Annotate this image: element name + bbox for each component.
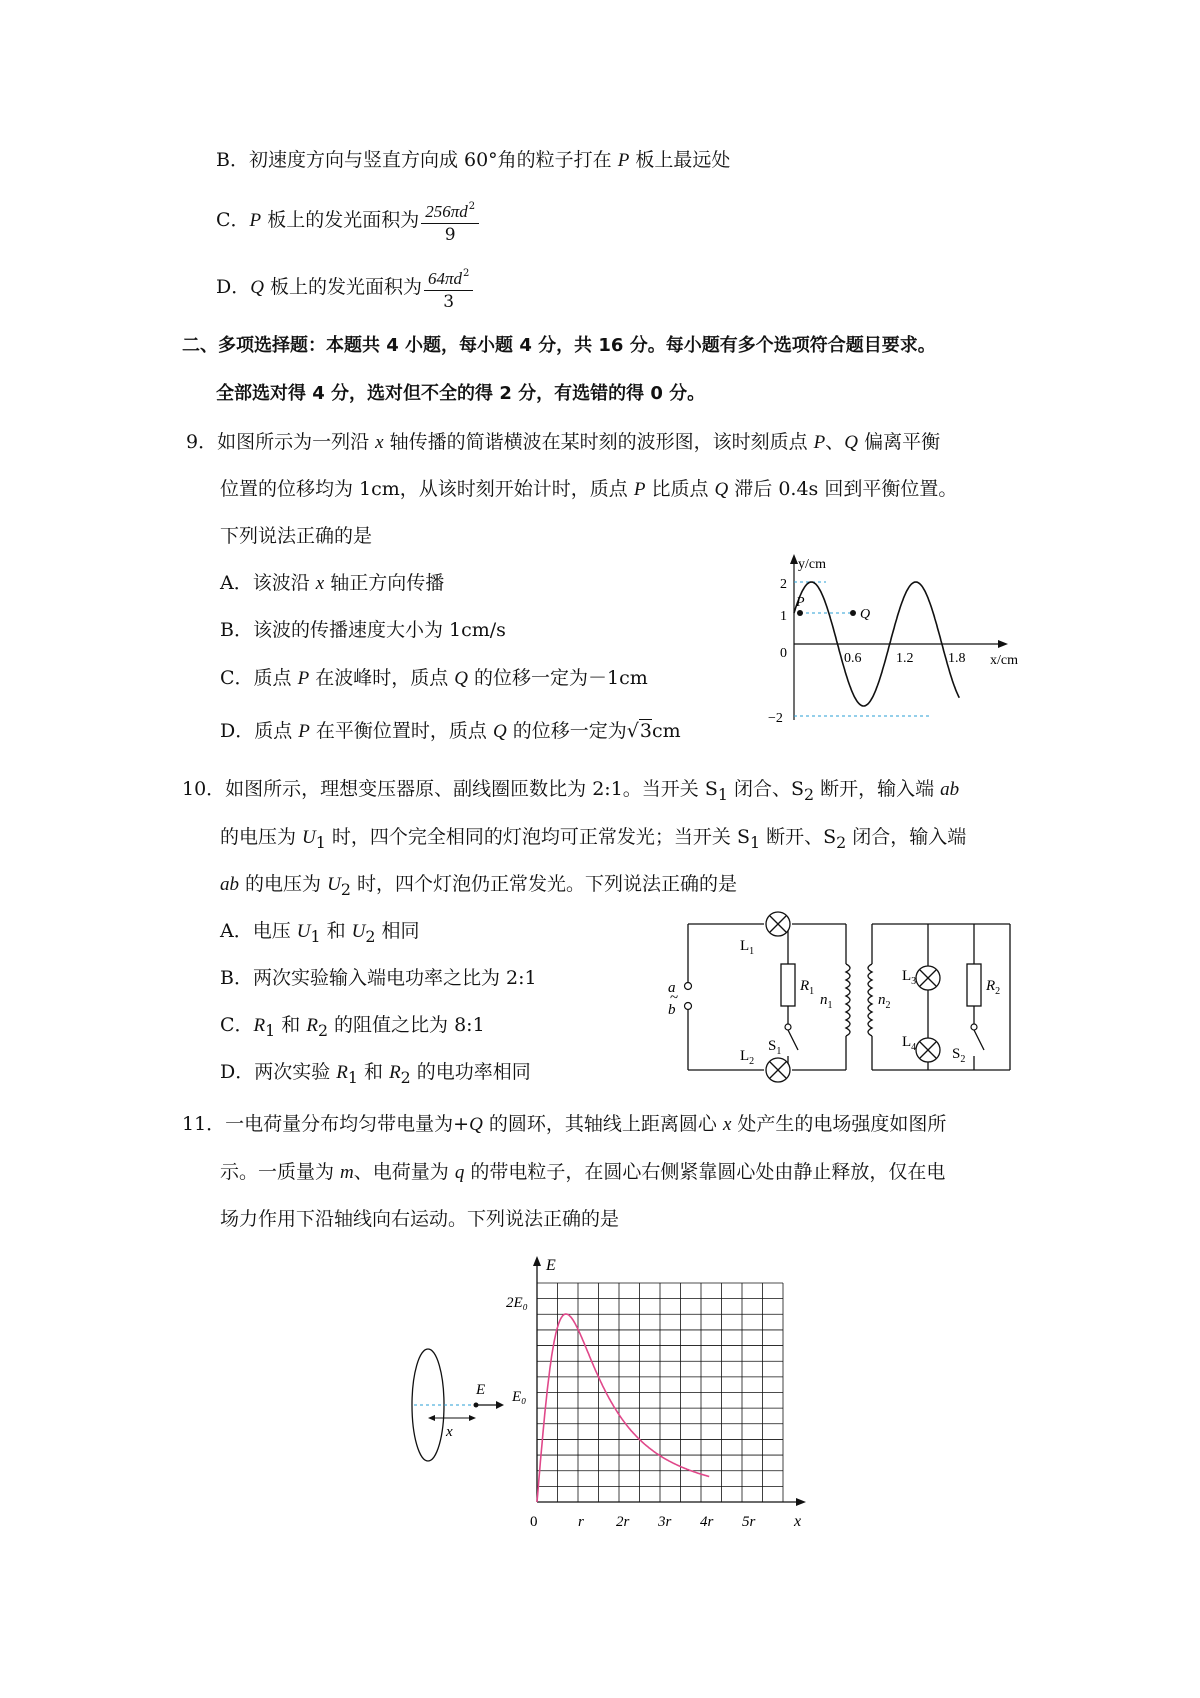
wave-figure: [760, 540, 1050, 740]
transformer-circuit: [660, 910, 1030, 1085]
label-s2: $S_2$: [952, 1046, 966, 1065]
label-b: b: [668, 1002, 676, 1018]
q10-stem-2: 的电压为 $U_1$ 时，四个完全相同的灯泡均可正常发光；当开关 $S_1$ 断开、$S_2$ 闭合，输入端: [220, 826, 967, 852]
section-instructions: 全部选对得 4 分，选对但不全的得 2 分，有选错的得 0 分。: [216, 383, 706, 404]
y-tick-e0: E₀: [512, 1389, 527, 1405]
label-l1: $L_1$: [740, 938, 755, 957]
x-tick-2r: 2r: [616, 1514, 630, 1530]
x-tick-5r: 5r: [742, 1514, 756, 1530]
label-n1: $n_1$: [820, 992, 833, 1011]
graph-x-label: x: [794, 1513, 802, 1530]
label-p: P: [796, 595, 805, 610]
q9-stem-2: 位置的位移均为 1cm，从该时刻开始计时，质点 P 比质点 Q 滞后 0.4s 回到平衡位置。: [220, 478, 958, 500]
q11-stem-1: 11．一电荷量分布均匀带电量为+Q 的圆环，其轴线上距离圆心 x 处产生的电场强度如图所: [182, 1113, 947, 1135]
label-q: Q: [860, 607, 871, 622]
label-r1: $R_1$: [800, 978, 815, 997]
q11-stem-2: 示。一质量为 m、电荷量为 q 的带电粒子，在圆心右侧紧靠圆心处由静止释放，仅在电: [220, 1161, 946, 1183]
label-l3: $L_3$: [902, 968, 917, 987]
q10-option-c: C．$R_1$ 和 $R_2$ 的阻值之比为 8:1: [220, 1014, 485, 1040]
x-tick-1.8: 1.8: [948, 651, 966, 666]
terminal-b: [685, 1003, 692, 1010]
y-tick-2: 2: [780, 577, 787, 592]
q10-option-a: A．电压 $U_1$ 和 $U_2$ 相同: [220, 920, 420, 946]
fraction: $\frac{256\pi d^2}{9}$: [421, 196, 479, 246]
label-l2: $L_2$: [740, 1048, 755, 1067]
q9-stem-1: 9．如图所示为一列沿 x 轴传播的简谐横波在某时刻的波形图，该时刻质点 P、Q 偏离平衡: [186, 431, 941, 453]
x-tick-0.6: 0.6: [844, 651, 862, 666]
ring-label-e: E: [476, 1382, 486, 1398]
x-tick-1.2: 1.2: [896, 651, 914, 666]
fraction: $\frac{64\pi d^2}{3}$: [424, 263, 473, 313]
ring-label-x: x: [446, 1424, 453, 1440]
lamp-l1: [766, 912, 790, 936]
label-n2: $n_2$: [878, 992, 891, 1011]
point-p: [797, 610, 803, 616]
label-s1: $S_1$: [768, 1038, 782, 1057]
q9-option-a: A．该波沿 x 轴正方向传播: [220, 572, 445, 594]
q9-option-b: B．该波的传播速度大小为 1cm/s: [220, 619, 506, 641]
field-graph: [500, 1250, 820, 1540]
lamp-l4: [916, 1038, 940, 1062]
y-tick-neg2: −2: [768, 711, 783, 726]
terminal-a: [685, 983, 692, 990]
switch-s1-contact: [785, 1024, 791, 1030]
q11-stem-3: 场力作用下沿轴线向右运动。下列说法正确的是: [220, 1208, 620, 1230]
x-tick-3r: 3r: [658, 1514, 672, 1530]
y-tick-1: 1: [780, 609, 787, 624]
option-8c: C．P 板上的发光面积为 $\frac{256\pi d^2}{9}$: [216, 196, 479, 246]
label-r2: $R_2$: [986, 978, 1001, 997]
lamp-l3: [916, 966, 940, 990]
lamp-l2: [766, 1058, 790, 1082]
x-tick-r: r: [578, 1514, 584, 1530]
switch-s2-contact: [971, 1024, 977, 1030]
q10-stem-3: ab 的电压为 $U_2$ 时，四个灯泡仍正常发光。下列说法正确的是: [220, 873, 737, 899]
q9-option-c: C．质点 P 在波峰时，质点 Q 的位移一定为－1cm: [220, 667, 648, 689]
point-q: [850, 610, 856, 616]
q10-option-d: D．两次实验 $R_1$ 和 $R_2$ 的电功率相同: [220, 1061, 531, 1087]
q10-stem-1: 10．如图所示，理想变压器原、副线圈匝数比为 2:1。当开关 $S_1$ 闭合、$S_2$ 断开，输入端 ab: [182, 778, 960, 804]
label-a: a: [668, 980, 676, 996]
x-tick-0: 0: [530, 1514, 538, 1530]
label-tilde: ~: [670, 990, 679, 1006]
graph-y-label: E: [546, 1257, 556, 1274]
q9-option-d: D．质点 P 在平衡位置时，质点 Q 的位移一定为√3cm: [220, 720, 681, 742]
y-tick-0: 0: [780, 646, 787, 661]
x-axis-label: x/cm: [990, 653, 1018, 668]
y-tick-2e0: 2E₀: [506, 1295, 528, 1311]
x-tick-4r: 4r: [700, 1514, 714, 1530]
section-title: 二、多项选择题：本题共 4 小题，每小题 4 分，共 16 分。每小题有多个选项符合题目要求。: [182, 335, 936, 356]
q9-stem-3: 下列说法正确的是: [220, 525, 373, 547]
label-l4: $L_4$: [902, 1034, 917, 1053]
q10-option-b: B．两次实验输入端电功率之比为 2:1: [220, 967, 537, 989]
option-8d: D．Q 板上的发光面积为 $\frac{64\pi d^2}{3}$: [216, 263, 473, 313]
field-point: [474, 1403, 479, 1408]
y-axis-label: y/cm: [798, 557, 826, 572]
option-8b: B．初速度方向与竖直方向成 60°角的粒子打在 P 板上最远处: [216, 149, 731, 171]
